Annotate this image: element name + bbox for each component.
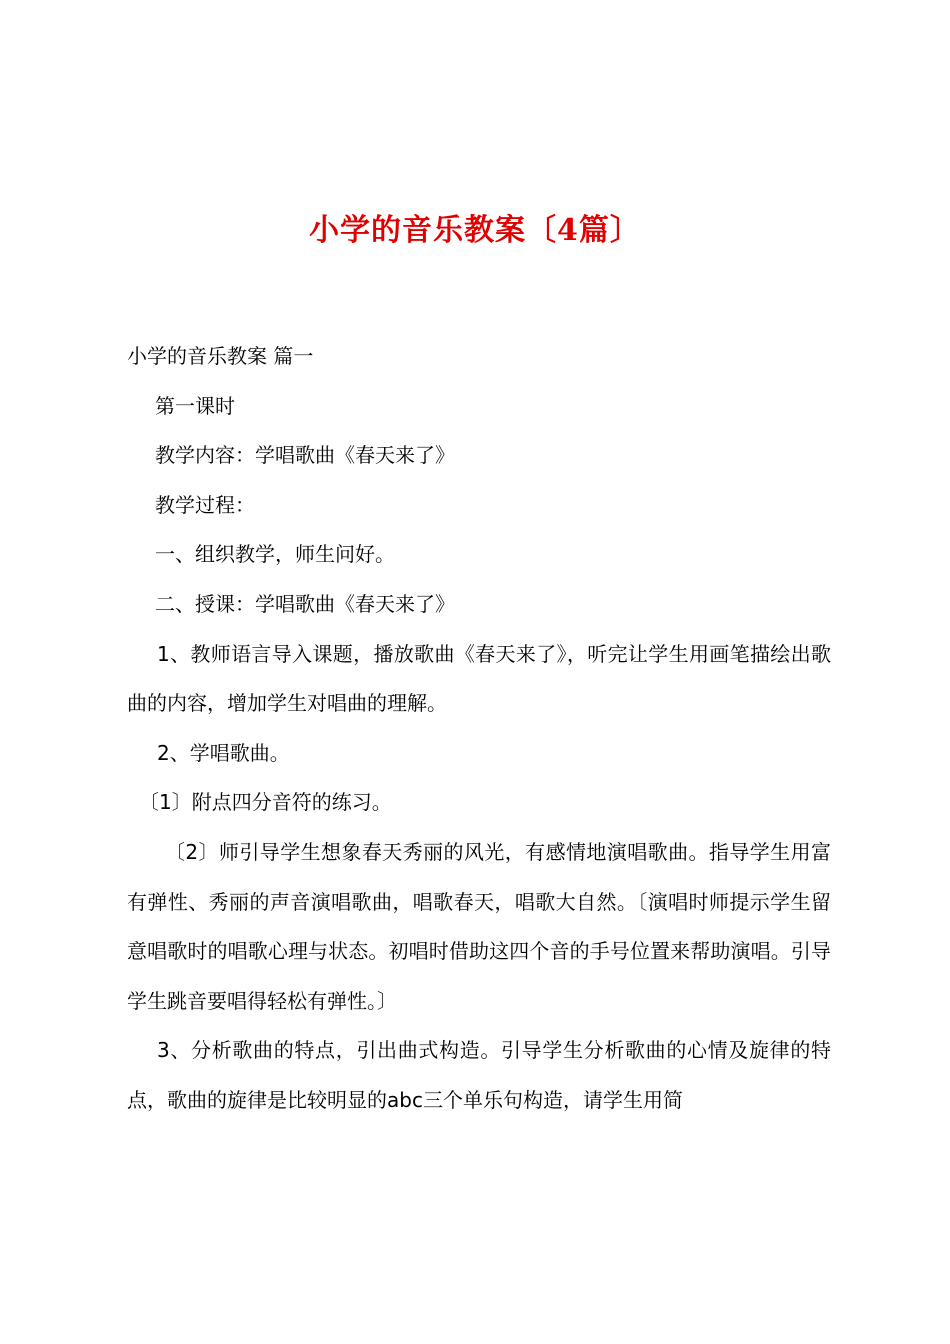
document-title: 小学的音乐教案〔4篇〕 (309, 213, 641, 248)
paragraph-item-2: 2、学唱歌曲。 (157, 740, 290, 765)
paragraph-sub-1: 〔1〕附点四分音符的练习。 (139, 790, 392, 815)
document-body (127, 332, 831, 1126)
paragraph-sub-2: 〔2〕师引导学生想象春天秀丽的风光，有感情地演唱歌曲。指导学生用富有弹性、秀丽的声音演唱歌曲，唱歌春天，唱歌大自然。〔演唱时师提示学生留意唱歌时的唱歌心理与状态。初唱时借助这四个音的手号位置来帮助演唱。引导学生跳音要唱得轻松有弹性。〕 (127, 839, 831, 1013)
paragraph-item-1: 1、教师语言导入课题，播放歌曲《春天来了》，听完让学生用画笔描绘出歌曲的内容，增加学生对唱曲的理解。 (127, 641, 831, 716)
paragraph-lesson: 第一课时 (155, 393, 235, 418)
paragraph-content: 教学内容：学唱歌曲《春天来了》 (155, 443, 455, 468)
paragraph-process: 教学过程： (155, 492, 255, 517)
paragraph-item-3: 3、分析歌曲的特点，引出曲式构造。引导学生分析歌曲的心情及旋律的特点，歌曲的旋律是比较明显的abc三个单乐句构造，请学生用简 (127, 1038, 831, 1112)
section-heading: 小学的音乐教案 篇一 (127, 344, 314, 368)
paragraph-step-one: 一、组织教学，师生问好。 (155, 542, 395, 567)
paragraph-step-two: 二、授课：学唱歌曲《春天来了》 (155, 591, 455, 616)
